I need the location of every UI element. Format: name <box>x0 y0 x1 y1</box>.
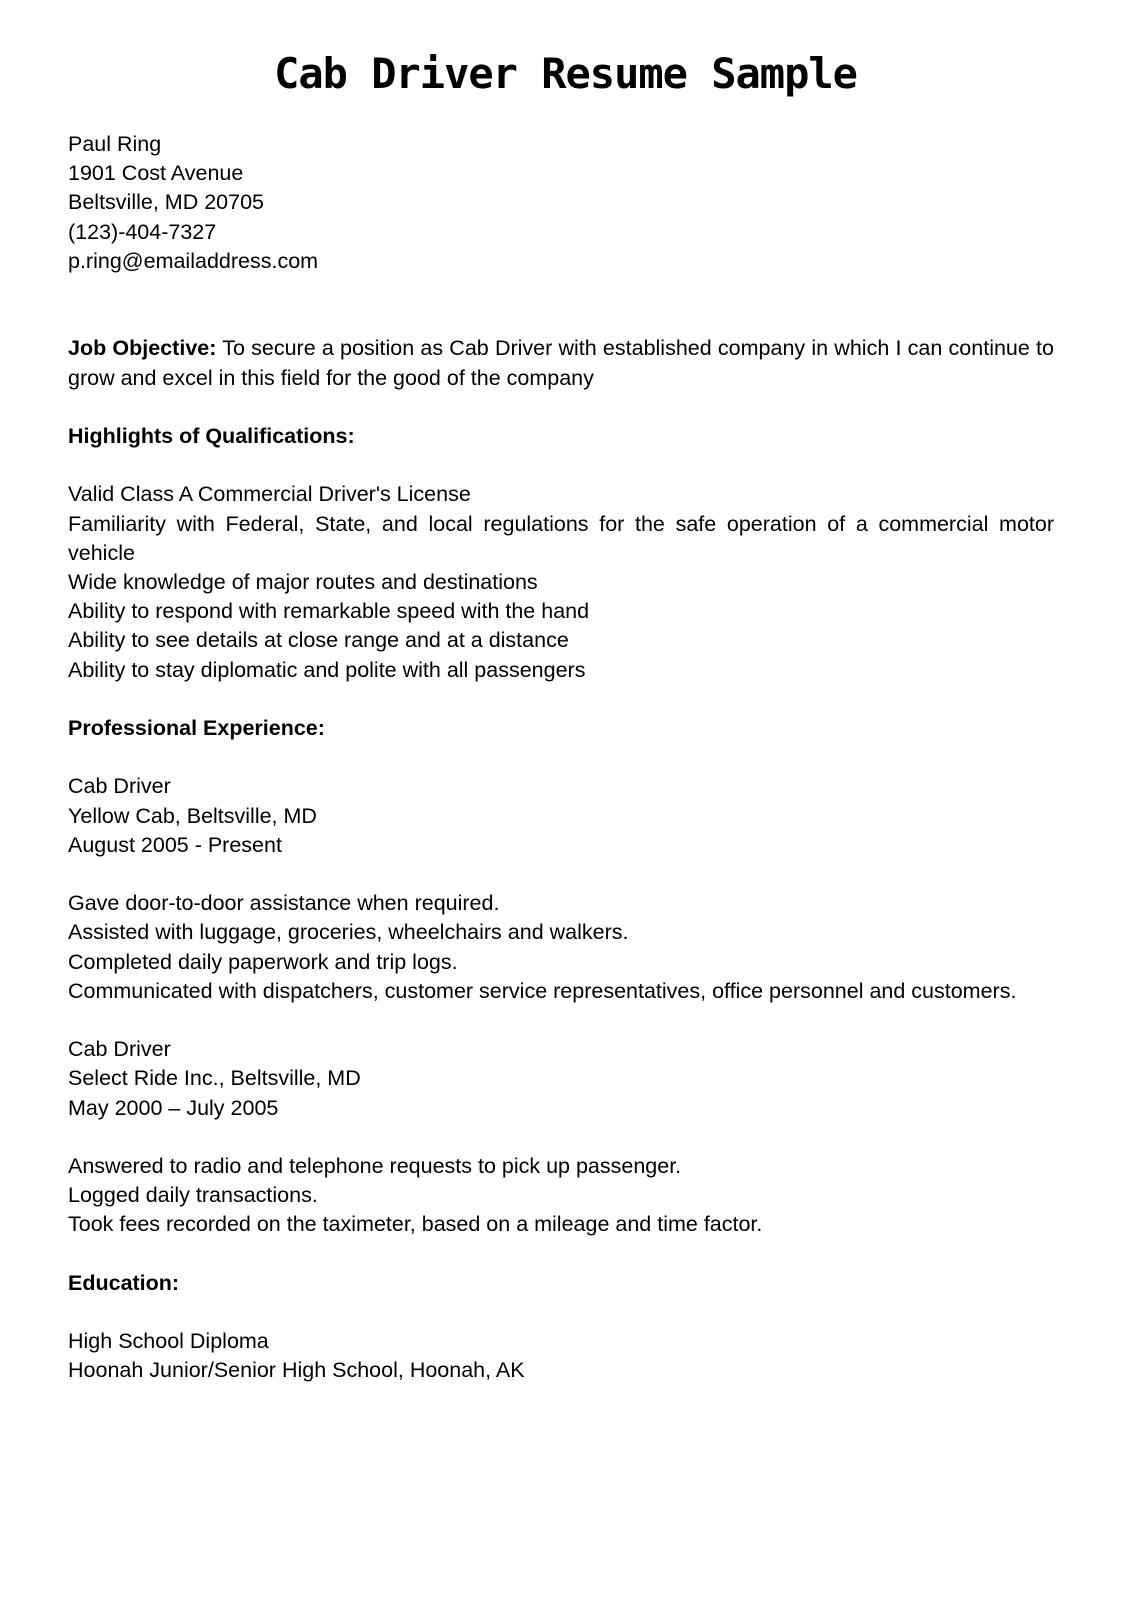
objective-paragraph <box>68 334 1054 392</box>
experience-heading: Professional Experience: <box>68 716 325 740</box>
job-title: Cab Driver <box>68 774 171 799</box>
spacer <box>68 743 1054 772</box>
contact-email: p.ring@emailaddress.com <box>68 248 319 273</box>
education-heading: Education: <box>68 1270 180 1295</box>
contact-phone: (123)-404-7327 <box>68 219 217 244</box>
page-title: Cab Driver Resume Sample <box>274 49 857 98</box>
qualifications-list <box>68 480 1054 684</box>
contact-name: Paul Ring <box>68 132 162 156</box>
qualification-item: Ability to see details at close range and at a distance <box>68 628 569 653</box>
job-duty: Completed daily paperwork and trip logs. <box>68 949 458 974</box>
spacer <box>68 451 1054 480</box>
spacer <box>68 1006 1054 1035</box>
education-degree: High School Diploma <box>68 1329 269 1354</box>
spacer <box>68 276 1054 334</box>
job-duty: Answered to radio and telephone requests to pick up passenger. <box>68 1153 682 1178</box>
job-duty: Logged daily transactions. <box>68 1183 318 1208</box>
spacer <box>68 1240 1054 1269</box>
spacer <box>68 1123 1054 1152</box>
job-title: Cab Driver <box>68 1037 171 1062</box>
job-entry <box>68 772 1054 1006</box>
qualification-item: Familiarity with Federal, State, and local regulations for the safe operation of a commercial motor vehicle <box>68 511 1054 565</box>
spacer <box>68 393 1054 422</box>
education-school: Hoonah Junior/Senior High School, Hoonah, AK <box>68 1358 525 1383</box>
qualification-item: Valid Class A Commercial Driver's License <box>68 482 471 507</box>
job-duty: Communicated with dispatchers, customer service representatives, office personnel and customers. <box>68 978 1017 1003</box>
job-duty: Gave door-to-door assistance when required. <box>68 891 500 916</box>
job-duty: Took fees recorded on the taximeter, based on a mileage and time factor. <box>68 1212 763 1237</box>
spacer <box>68 860 1054 889</box>
objective-label: Job Objective: <box>68 336 217 361</box>
qualification-item: Ability to respond with remarkable speed with the hand <box>68 599 590 624</box>
qualification-item: Wide knowledge of major routes and destinations <box>68 570 538 594</box>
contact-block <box>68 130 1054 276</box>
contact-city: Beltsville, MD 20705 <box>68 190 264 215</box>
job-duty: Assisted with luggage, groceries, wheelchairs and walkers. <box>68 920 629 945</box>
qualifications-heading: Highlights of Qualifications: <box>68 424 355 448</box>
resume-content <box>68 130 1054 1386</box>
job-company: Yellow Cab, Beltsville, MD <box>68 803 317 828</box>
contact-street: 1901 Cost Avenue <box>68 161 244 186</box>
objective-text: To secure a position as Cab Driver with established company in which I can continue to grow and excel in this field for the good of the company <box>68 336 1054 390</box>
spacer <box>68 1298 1054 1327</box>
job-dates: August 2005 - Present <box>68 832 282 857</box>
qualification-item: Ability to stay diplomatic and polite with all passengers <box>68 657 586 682</box>
job-company: Select Ride Inc., Beltsville, MD <box>68 1066 361 1091</box>
job-entry <box>68 1035 1054 1239</box>
job-dates: May 2000 – July 2005 <box>68 1095 279 1120</box>
spacer <box>68 685 1054 714</box>
